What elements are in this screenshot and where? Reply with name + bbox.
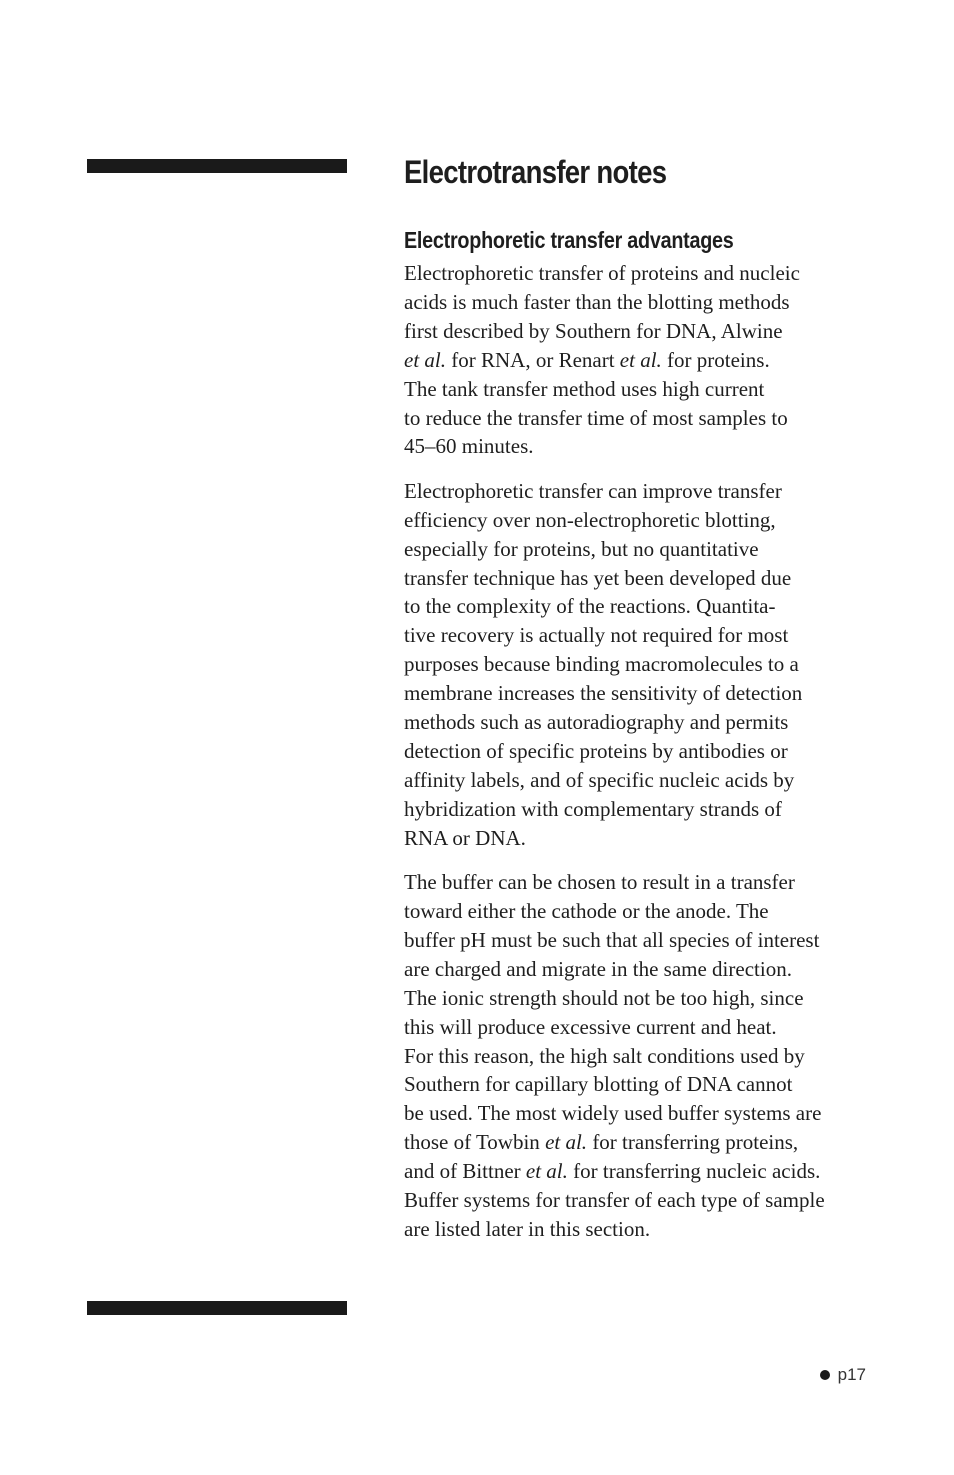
page-title: Electrotransfer notes (404, 154, 667, 190)
text-line: et al. for RNA, or Renart et al. for proteins. (404, 347, 770, 372)
citation-et-al: et al. (619, 347, 662, 372)
text-line: Electrophoretic transfer of proteins and nucleic (404, 261, 800, 285)
text-line: 45–60 minutes. (404, 434, 534, 459)
text-line: tive recovery is actually not required for most (404, 623, 789, 648)
text-line: Buffer systems for transfer of each type of sample (404, 1188, 825, 1213)
text-line: to reduce the transfer time of most samples to (404, 405, 788, 430)
decorative-rule-bottom (87, 1301, 347, 1315)
text-line: be used. The most widely used buffer systems are (404, 1101, 822, 1126)
section-heading: Electrophoretic transfer advantages (404, 227, 734, 253)
paragraph-1 (404, 259, 874, 461)
text-line: those of Towbin et al. for transferring proteins, (404, 1130, 799, 1155)
text-line: are charged and migrate in the same direction. (404, 956, 792, 981)
text-line: efficiency over non-electrophoretic blotting, (404, 507, 776, 532)
citation-et-al: et al. (404, 347, 446, 372)
text-line: purposes because binding macromolecules to a (404, 652, 799, 677)
text-line: hybridization with complementary strands of (404, 796, 782, 821)
text-line: The ionic strength should not be too high, since (404, 985, 804, 1010)
text-line: membrane increases the sensitivity of detection (404, 681, 803, 706)
paragraph-2 (404, 477, 874, 853)
text-line: especially for proteins, but no quantitative (404, 536, 759, 561)
text-line: first described by Southern for DNA, Alwine (404, 318, 783, 343)
main-column (404, 150, 874, 1244)
text-line: to the complexity of the reactions. Quantita- (404, 594, 776, 619)
text-line: this will produce excessive current and heat. (404, 1014, 777, 1039)
text-line: RNA or DNA. (404, 825, 526, 850)
text-line: Electrophoretic transfer can improve transfer (404, 478, 782, 503)
citation-et-al: et al. (525, 1159, 568, 1184)
text-line: The buffer can be chosen to result in a transfer (404, 870, 795, 895)
decorative-rule-top (87, 159, 347, 173)
text-line: are listed later in this section. (404, 1217, 651, 1241)
page-number: p17 (837, 1365, 866, 1384)
text-line: affinity labels, and of specific nucleic acids by (404, 767, 795, 792)
text-line: and of Bittner et al. for transferring nucleic acids. (404, 1159, 821, 1184)
text-line: methods such as autoradiography and permits (404, 710, 789, 735)
text-line: acids is much faster than the blotting methods (404, 289, 790, 314)
paragraph-3 (404, 868, 874, 1244)
citation-et-al: et al. (545, 1130, 588, 1155)
text-line: Southern for capillary blotting of DNA cannot (404, 1072, 793, 1097)
text-line: For this reason, the high salt conditions used by (404, 1043, 805, 1068)
text-line: detection of specific proteins by antibodies or (404, 739, 788, 763)
bullet-icon (820, 1370, 830, 1380)
text-line: transfer technique has yet been developed due (404, 565, 792, 590)
text-line: buffer pH must be such that all species of interest (404, 927, 820, 952)
text-line: toward either the cathode or the anode. The (404, 899, 769, 924)
text-line: The tank transfer method uses high current (404, 376, 765, 401)
page-footer (820, 1365, 866, 1385)
